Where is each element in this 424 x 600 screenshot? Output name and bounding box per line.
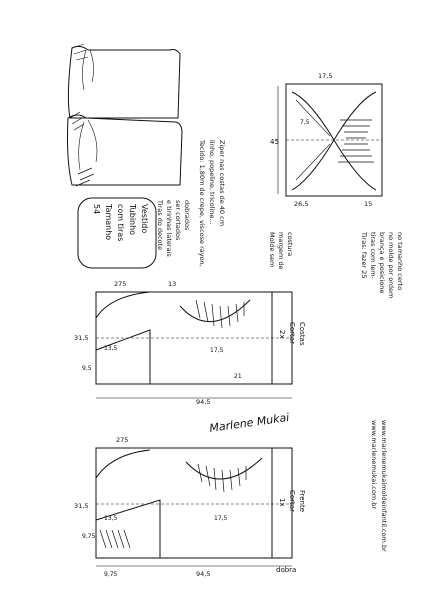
strip-inner-measure: 7,5	[300, 119, 310, 126]
seam-note	[268, 232, 294, 270]
strip-top-measure: 17,5	[318, 72, 333, 80]
back-label-line-3: 2x	[278, 330, 286, 339]
title-block	[78, 198, 156, 268]
back-height-measure: 31,5	[74, 334, 89, 342]
strip-height-measure: 45	[270, 138, 279, 146]
materials-line-3: Ziper nas costas de 40 cm	[218, 140, 226, 227]
back-side-measure: 21	[234, 373, 242, 380]
strips-note-line-5: no tamanho certo	[396, 232, 404, 291]
signature: Marlene Mukai	[208, 410, 291, 435]
strips-note-line-3: brança e posicione	[378, 232, 386, 294]
front-top-measure: 275	[116, 436, 129, 444]
strips-note-line-1: Tiras: fazer 25	[360, 232, 368, 279]
front-pattern	[74, 436, 306, 578]
decote-note-line-4: dobrados	[183, 200, 191, 231]
seam-note-line-2: margem de	[277, 232, 285, 270]
front-label-line-3: 1x	[278, 498, 286, 507]
title-line-2: Tubinho	[128, 204, 137, 236]
strips-note-line-2: tiras com lem-	[369, 232, 377, 279]
front-hem-measure: 9,75	[104, 571, 118, 578]
title-line-5: 54	[92, 204, 101, 215]
strip-diagram	[270, 72, 382, 208]
back-pattern	[74, 280, 306, 406]
front-width-measure: 94,5	[196, 570, 211, 578]
title-line-4: Tamanho	[104, 204, 113, 241]
front-shoulder-measure: 13,5	[104, 515, 118, 522]
dress-front-illustration	[68, 112, 183, 186]
back-waist-measure: 17,5	[210, 347, 224, 354]
strip-bottom-measure: 26,5	[294, 200, 309, 208]
back-shoulder-measure: 13,5	[104, 345, 118, 352]
front-fold-label: dobra	[276, 566, 297, 574]
front-label-line-2: Cortar	[288, 490, 296, 512]
materials-note	[198, 139, 226, 267]
strips-note	[360, 231, 404, 298]
back-width-measure: 94,5	[196, 398, 211, 406]
dress-back-illustration	[68, 44, 180, 118]
back-label-line-1: Costas	[298, 322, 306, 346]
decote-note-line-2: e tirinhas laterais	[165, 200, 173, 257]
materials-line-2: linho, popeline, tricoline...	[208, 140, 216, 225]
strip-side-measure: 15	[364, 200, 373, 208]
website-2: www.marlenemukaimoldeinfantil.com.br	[380, 420, 388, 552]
decote-note-line-1: Tiras do decote	[156, 200, 164, 251]
decote-note	[156, 199, 191, 257]
decote-note-line-3: ser cortados	[174, 200, 182, 241]
website-1: www.marlenemukai.com.br	[370, 420, 378, 510]
front-label-line-1: Frente	[298, 490, 306, 513]
materials-line-1: Tecido: 1,80m de crepe, viscose rayon,	[198, 140, 206, 267]
front-waist-measure: 17,5	[214, 515, 228, 522]
back-neck-measure: 9,5	[82, 365, 92, 372]
title-line-1: Vestido	[140, 204, 149, 234]
strips-note-line-4: no molde por ordem	[387, 232, 395, 299]
front-height-measure: 31,5	[74, 502, 89, 510]
seam-note-line-3: costura	[286, 232, 294, 257]
front-neck-measure: 9,75	[82, 533, 96, 540]
back-top-right-measure: 13	[168, 280, 177, 288]
title-line-3: com tiras	[116, 204, 125, 242]
seam-note-line-1: Molde sem	[268, 232, 276, 268]
websites	[370, 420, 388, 552]
back-top-left-measure: 275	[114, 280, 127, 288]
back-label-line-2: Cortar	[288, 322, 296, 344]
